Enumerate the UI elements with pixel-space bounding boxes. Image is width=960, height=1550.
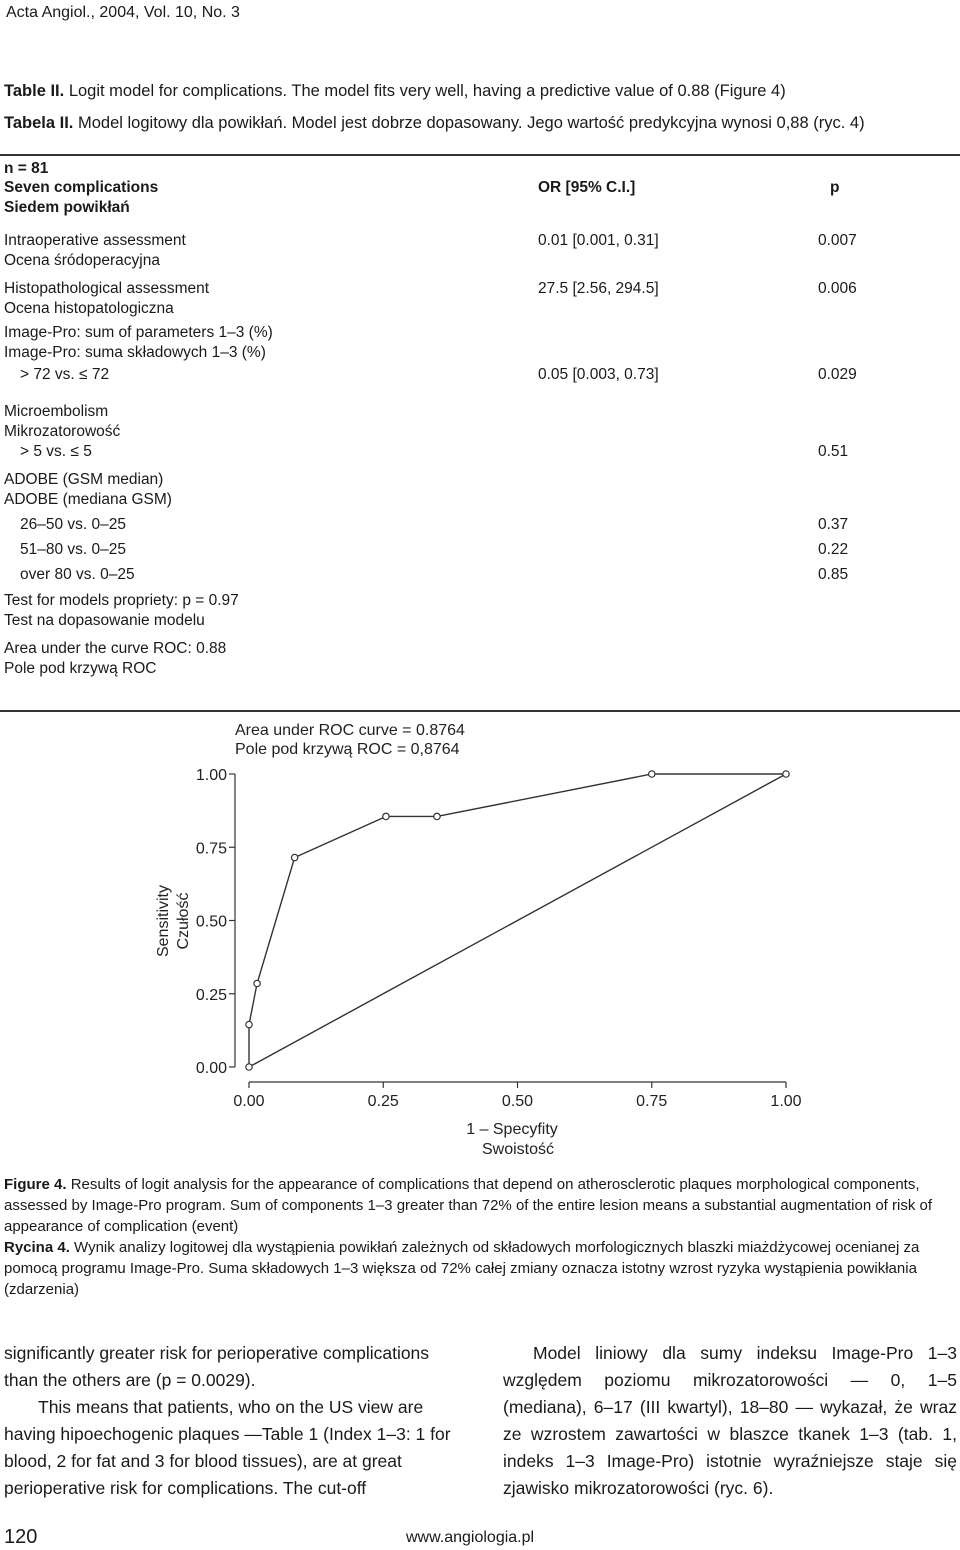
figure-label-pl: Rycina 4. [4, 1239, 70, 1256]
table-row-label: ADOBE (mediana GSM) [4, 491, 172, 508]
body-right-column [503, 1340, 957, 1502]
table-row-or: 0.01 [0.001, 0.31] [538, 232, 659, 249]
table-row-p: 0.51 [818, 443, 849, 460]
table-row-label: over 80 vs. 0–25 [20, 566, 135, 583]
roc-point [649, 771, 655, 777]
roc-point [254, 980, 260, 986]
x-tick-label: 0.50 [501, 1093, 534, 1110]
roc-chart [0, 712, 960, 1162]
page-number: 120 [4, 1526, 38, 1548]
body-right-paragraph-1: Model liniowy dla sumy indeksu Image-Pro 1–3 względem poziomu mikrozatorowości — 0, 1–5 (mediana), 6–17 (III kwartyl), 18–80 — wykazał, że wraz ze wzrostem zawartości w blaszce tkanek 1–3 (tab. 1, indeks 1–3 Image-Pro) istotnie wyraźniejsze staje się zjawisko mikrozatorowości (ryc. 6). [503, 1343, 957, 1498]
table-caption-pl [4, 114, 865, 133]
table-row-p: 0.006 [818, 280, 857, 297]
roc-point [291, 854, 297, 860]
figure-caption-en [4, 1174, 956, 1237]
table-caption-en-text: Logit model for complications. The model fits very well, having a predictive value of 0.88 (Figure 4) [68, 82, 786, 100]
table-row-p: 0.37 [818, 516, 849, 533]
table-row-label: 26–50 vs. 0–25 [20, 516, 127, 533]
table-row-label: Ocena histopatologiczna [4, 300, 174, 317]
x-tick-label: 0.75 [636, 1093, 668, 1110]
journal-header: Acta Angiol., 2004, Vol. 10, No. 3 [6, 4, 240, 21]
table-row-label: > 72 vs. ≤ 72 [20, 366, 110, 383]
table-col-p: p [830, 179, 840, 196]
roc-point [246, 1021, 252, 1027]
figure-caption-pl [4, 1237, 956, 1300]
x-tick-label: 0.00 [233, 1093, 265, 1110]
table-row-p: 0.85 [818, 566, 849, 583]
table-row-p: 0.029 [818, 366, 857, 383]
table-row-label: Pole pod krzywą ROC [4, 660, 157, 677]
table-col-or: OR [95% C.I.] [538, 179, 636, 196]
table-caption-en [4, 82, 786, 101]
table-row-label: 51–80 vs. 0–25 [20, 541, 127, 558]
table-row-p: 0.007 [818, 232, 857, 249]
table-row-label: Image-Pro: sum of parameters 1–3 (%) [4, 324, 273, 341]
table-row-label: Ocena śródoperacyjna [4, 252, 160, 269]
chart-subtitle: Pole pod krzywą ROC = 0,8764 [235, 741, 460, 758]
table-row-label: Test na dopasowanie modelu [4, 612, 205, 629]
roc-point [246, 1064, 252, 1070]
chart-xlabel-pl: Swoistość [481, 1141, 555, 1158]
chart-marks [246, 771, 789, 1070]
table-n: n = 81 [4, 160, 49, 177]
table-row-label: ADOBE (GSM median) [4, 471, 164, 488]
figure-caption-en-text: Results of logit analysis for the appearance of complications that depend on atherosclerotic plaques morphological components, assessed by Image-Pro program. Sum of components 1–3 greater than 72% of the entire lesion means a substantial augmentation of risk of appearance of complication (event) [4, 1176, 933, 1235]
body-left-column [4, 1340, 466, 1502]
site-url[interactable]: www.angiologia.pl [406, 1529, 535, 1546]
figure-label-en: Figure 4. [4, 1176, 67, 1193]
table-row-label: Intraoperative assessment [4, 232, 186, 249]
y-tick-label: 0.00 [195, 1060, 227, 1077]
table-row-label: Test for models propriety: p = 0.97 [4, 592, 239, 609]
body-left-paragraph-1: significantly greater risk for perioperative complications than the others are (p = 0.0029). [4, 1343, 430, 1390]
table-row-label: Image-Pro: suma składowych 1–3 (%) [4, 344, 266, 361]
roc-point [383, 813, 389, 819]
roc-point [434, 813, 440, 819]
reference-line [249, 774, 786, 1067]
table-row-label: Area under the curve ROC: 0.88 [4, 640, 227, 657]
table-row-label: Mikrozatorowość [4, 423, 121, 440]
table-row-p: 0.22 [818, 541, 849, 558]
chart-ylabel: Sensitivity [155, 884, 172, 958]
y-tick-label: 0.50 [195, 913, 227, 931]
body-left-paragraph-2: This means that patients, who on the US view are having hipoechogenic plaques —Table 1 (Index 1–3: 1 for blood, 2 for fat and 3 for blood tissues), are at great perioperative risk for complications. The cut-off [4, 1397, 451, 1498]
table-label-en: Table II. [4, 82, 65, 100]
table-caption-pl-text: Model logitowy dla powikłań. Model jest dobrze dopasowany. Jego wartość predykcyjna wynosi 0,88 (ryc. 4) [77, 114, 865, 132]
y-tick-label: 1.00 [195, 767, 227, 784]
table-top-rule [0, 154, 960, 156]
table-row-label: > 5 vs. ≤ 5 [20, 443, 92, 460]
chart-ylabel-pl: Czułość [175, 892, 192, 950]
figure-caption-pl-text: Wynik analizy logitowej dla wystąpienia powikłań zależnych od składowych morfologicznych blaszki miażdżycowej ocenianej za pomocą programu Image-Pro. Suma składowych 1–3 większa od 72% całej zmiany oznacza istotny wzrost ryzyka wystąpienia powikłania (zdarzenia) [4, 1239, 920, 1298]
table-row-label: Histopathological assessment [4, 280, 210, 297]
table-row-or: 27.5 [2.56, 294.5] [538, 280, 659, 297]
table-row-label: Microembolism [4, 403, 109, 420]
chart-xlabel: 1 – Specyfity [466, 1121, 558, 1138]
table-head-en: Seven complications [4, 179, 159, 196]
table-row-or: 0.05 [0.003, 0.73] [538, 366, 659, 383]
table-head-pl: Siedem powikłań [4, 199, 130, 216]
y-tick-label: 0.25 [195, 986, 227, 1004]
table-label-pl: Tabela II. [4, 114, 74, 132]
x-tick-label: 0.25 [367, 1093, 399, 1110]
chart-title: Area under ROC curve = 0.8764 [235, 722, 465, 739]
roc-point [783, 771, 789, 777]
chart-axes [196, 767, 802, 1110]
x-tick-label: 1.00 [770, 1093, 802, 1110]
y-tick-label: 0.75 [195, 840, 227, 858]
